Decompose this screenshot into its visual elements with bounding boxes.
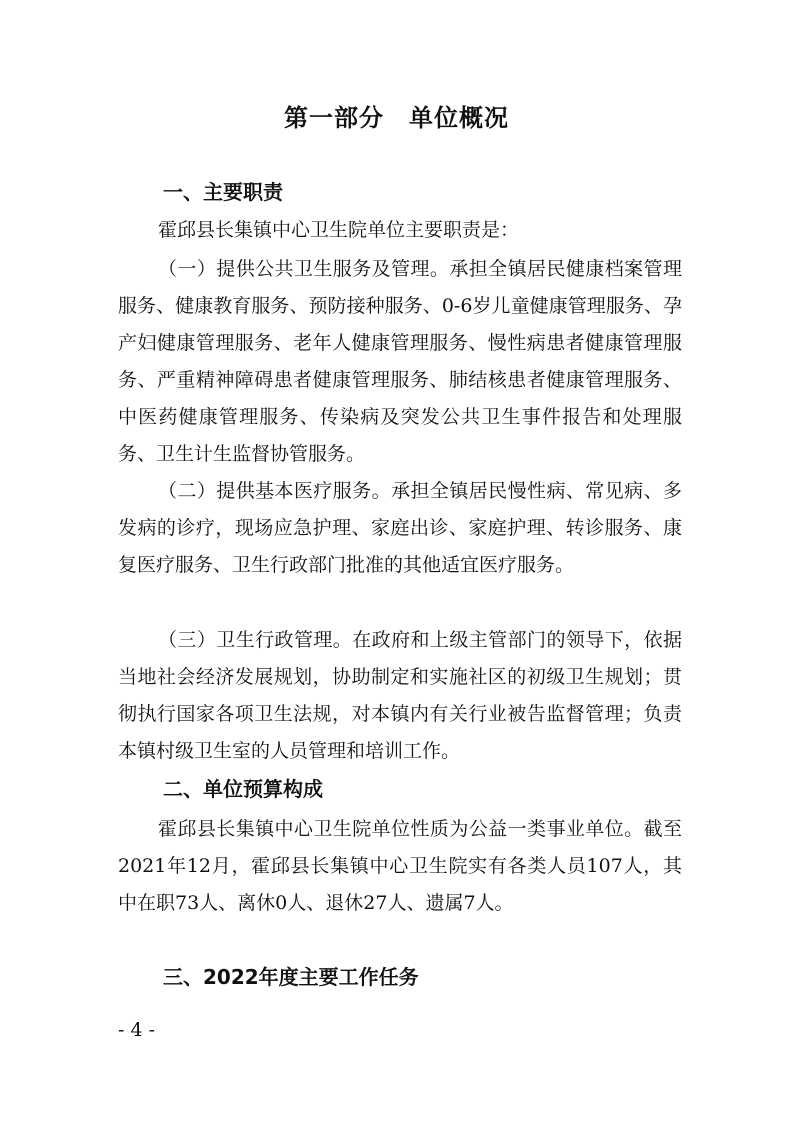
duties-basic-medical-paragraph: （二）提供基本医疗服务。承担全镇居民慢性病、常见病、多发病的诊疗，现场应急护理、家庭出诊、家庭护理、转诊服务、康复医疗服务、卫生行政部门批准的其他适宜医疗服务。 — [118, 480, 682, 576]
section-heading-duties: 一、主要职责 — [163, 180, 283, 204]
duties-public-health-paragraph: （一）提供公共卫生服务及管理。承担全镇居民健康档案管理服务、健康教育服务、预防接种服务、0-6岁儿童健康管理服务、孕产妇健康管理服务、老年人健康管理服务、慢性病患者健康管理服务、严重精神障碍患者健康管理服务、肺结核患者健康管理服务、中医药健康管理服务、传染病及突发公共卫生事件报告和处理服务、卫生计生监督协管服务。 — [118, 258, 682, 465]
page-title: 第一部分 单位概况 — [284, 104, 509, 132]
duties-administration-paragraph: （三）卫生行政管理。在政府和上级主管部门的领导下，依据当地社会经济发展规划，协助制定和实施社区的初级卫生规划；贯彻执行国家各项卫生法规，对本镇内有关行业被告监督管理；负责本镇村级卫生室的人员管理和培训工作。 — [118, 629, 682, 762]
section-heading-work-tasks: 三、2022年度主要工作任务 — [163, 965, 419, 989]
page-number: - 4 - — [118, 1019, 156, 1041]
budget-composition-paragraph: 霍邱县长集镇中心卫生院单位性质为公益一类事业单位。截至2021年12月，霍邱县长集镇中心卫生院实有各类人员107人，其中在职73人、离休0人、退休27人、遗属7人。 — [118, 818, 682, 914]
section-heading-budget-composition: 二、单位预算构成 — [163, 777, 323, 801]
duties-intro-paragraph: 霍邱县长集镇中心卫生院单位主要职责是： — [158, 219, 520, 241]
